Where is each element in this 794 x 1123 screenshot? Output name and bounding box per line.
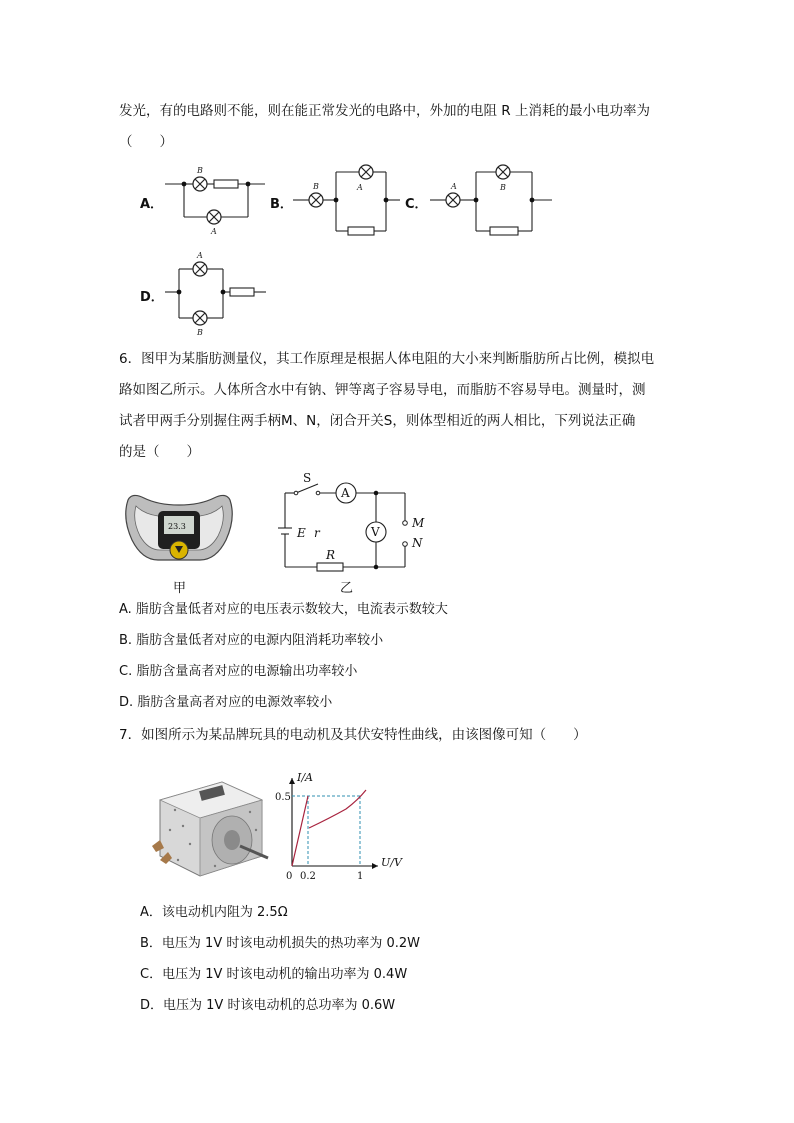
handle-m-label: M bbox=[412, 516, 425, 530]
lamp-label: A bbox=[197, 251, 203, 260]
q6-stem-line-2: 路如图乙所示。人体所含水中有钠、钾等离子容易导电，而脂肪不容易导电。测量时，测 bbox=[119, 382, 646, 398]
q6-figures bbox=[0, 460, 794, 600]
q5-stem-line: 发光，有的电路则不能，则在能正常发光的电路中，外加的电阻 R 上消耗的最小电功率为 bbox=[119, 103, 650, 119]
lamp-label: B bbox=[197, 166, 203, 175]
graph-x-tick-1: 1 bbox=[357, 871, 364, 882]
circuit-b bbox=[293, 172, 400, 235]
graph-x-tick-0-2: 0.2 bbox=[300, 871, 316, 882]
q6-option-d[interactable]: D. 脂肪含量高者对应的电源效率较小 bbox=[119, 695, 333, 710]
q7-option-c[interactable]: C．电压为 1V 时该电动机的输出功率为 0.4W bbox=[140, 967, 408, 982]
q5-answer-paren: （ ） bbox=[119, 134, 173, 150]
lamp-label: B bbox=[197, 328, 203, 337]
q5-option-d-label[interactable]: D． bbox=[140, 290, 164, 305]
emf-label: E bbox=[297, 526, 306, 540]
fat-meter-device bbox=[126, 495, 233, 560]
q7-option-a[interactable]: A．该电动机内阻为 2.5Ω bbox=[140, 905, 288, 920]
graph-y-label: I/A bbox=[297, 771, 313, 784]
q5-option-a-label[interactable]: A． bbox=[140, 197, 164, 212]
device-display: 23.3 bbox=[168, 522, 186, 531]
lamp-label: B bbox=[313, 182, 319, 191]
iu-graph bbox=[275, 771, 403, 882]
q7-option-d[interactable]: D．电压为 1V 时该电动机的总功率为 0.6W bbox=[140, 998, 396, 1013]
resistor-label: R bbox=[326, 548, 336, 562]
handle-n-label: N bbox=[412, 536, 423, 550]
switch-label: S bbox=[303, 471, 312, 485]
lamp-label: A bbox=[451, 182, 457, 191]
lamp-label: B bbox=[500, 183, 506, 192]
q7-option-b[interactable]: B．电压为 1V 时该电动机损失的热功率为 0.2W bbox=[140, 936, 421, 951]
lamp-label: A bbox=[357, 183, 363, 192]
q5-option-c-label[interactable]: C． bbox=[405, 197, 428, 212]
lamp-label: A bbox=[211, 227, 217, 236]
q5-option-b-label[interactable]: B． bbox=[270, 197, 293, 212]
q7-figures bbox=[0, 755, 794, 885]
q6-stem-line-4: 的是（ ） bbox=[119, 444, 200, 460]
q6-option-b[interactable]: B. 脂肪含量低者对应的电源内阻消耗功率较小 bbox=[119, 633, 384, 648]
voltmeter-label: V bbox=[371, 525, 380, 539]
motor-image bbox=[152, 782, 268, 876]
q7-stem: 7．如图所示为某品牌玩具的电动机及其伏安特性曲线，由该图像可知（ ） bbox=[119, 727, 587, 743]
graph-x-tick-0: 0 bbox=[286, 871, 293, 882]
figure-yi-label: 乙 bbox=[340, 581, 354, 596]
internal-resistance-label: r bbox=[314, 526, 320, 540]
graph-y-tick: 0.5 bbox=[275, 792, 291, 803]
graph-x-label: U/V bbox=[381, 856, 402, 869]
figure-jia-label: 甲 bbox=[173, 581, 187, 596]
q6-option-a[interactable]: A. 脂肪含量低者对应的电压表示数较大，电流表示数较大 bbox=[119, 602, 448, 617]
ammeter-label: A bbox=[341, 486, 350, 500]
q6-option-c[interactable]: C. 脂肪含量高者对应的电源输出功率较小 bbox=[119, 664, 358, 679]
q6-stem-line-3: 试者甲两手分别握住两手柄M、N，闭合开关S，则体型相近的两人相比，下列说法正确 bbox=[119, 413, 636, 429]
q6-stem-line-1: 6．图甲为某脂肪测量仪，其工作原理是根据人体电阻的大小来判断脂肪所占比例，模拟电 bbox=[119, 351, 655, 367]
q5-circuit-diagrams bbox=[0, 0, 794, 340]
